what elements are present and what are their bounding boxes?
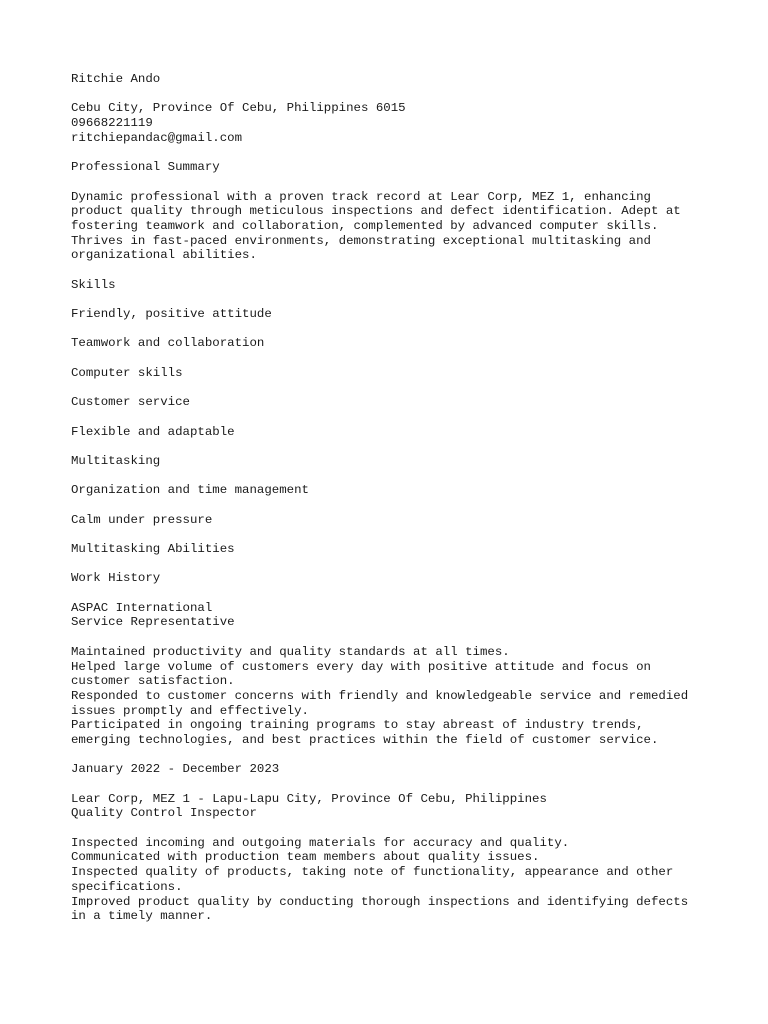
spacer xyxy=(71,351,751,366)
job-duty-line: in a timely manner. xyxy=(71,909,213,924)
spacer xyxy=(71,87,751,102)
spacer xyxy=(71,821,751,836)
spacer xyxy=(71,586,751,601)
job-duty-line: Helped large volume of customers every day with positive attitude and focus on xyxy=(71,659,651,674)
work-history-heading: Work History xyxy=(71,571,161,586)
skill-item: Friendly, positive attitude xyxy=(71,307,272,321)
spacer xyxy=(71,498,751,513)
job-title: Quality Control Inspector xyxy=(71,806,257,821)
resume-document xyxy=(71,72,751,924)
job-duty-line: emerging technologies, and best practices within the field of customer service. xyxy=(71,732,659,747)
spacer xyxy=(71,380,751,395)
skills-heading: Skills xyxy=(71,277,116,292)
skill-item: Flexible and adaptable xyxy=(71,424,235,439)
skills-list xyxy=(71,307,751,557)
skill-item: Customer service xyxy=(71,395,190,410)
spacer xyxy=(71,527,751,542)
spacer xyxy=(71,322,751,337)
contact-email: ritchiepandac@gmail.com xyxy=(71,130,243,145)
job-duty-line: specifications. xyxy=(71,879,183,894)
summary-paragraph xyxy=(71,190,751,263)
summary-line: Thrives in fast-paced environments, demonstrating exceptional multitasking and xyxy=(71,233,651,248)
spacer xyxy=(71,630,751,645)
spacer xyxy=(71,410,751,425)
job-dates: January 2022 - December 2023 xyxy=(71,762,280,777)
job-duty-line: Inspected incoming and outgoing materials for accuracy and quality. xyxy=(71,835,570,850)
summary-line: organizational abilities. xyxy=(71,248,257,263)
job-company: ASPAC International xyxy=(71,600,213,615)
job-company: Lear Corp, MEZ 1 - Lapu-Lapu City, Province Of Cebu, Philippines xyxy=(71,791,547,806)
summary-line: fostering teamwork and collaboration, complemented by advanced computer skills. xyxy=(71,218,659,233)
summary-line: Dynamic professional with a proven track record at Lear Corp, MEZ 1, enhancing xyxy=(71,189,651,204)
skill-item: Computer skills xyxy=(71,365,183,380)
job-duty-line: Participated in ongoing training programs to stay abreast of industry trends, xyxy=(71,718,644,733)
spacer xyxy=(71,439,751,454)
contact-phone: 09668221119 xyxy=(71,116,153,131)
skill-item: Organization and time management xyxy=(71,483,309,498)
job-duty-line: Maintained productivity and quality standards at all times. xyxy=(71,644,510,659)
job-title: Service Representative xyxy=(71,615,235,630)
spacer xyxy=(71,175,751,190)
summary-line: product quality through meticulous inspections and defect identification. Adept at xyxy=(71,204,681,219)
spacer xyxy=(71,557,751,572)
spacer xyxy=(71,292,751,307)
job-duty-line: Inspected quality of products, taking note of functionality, appearance and other xyxy=(71,865,674,880)
spacer xyxy=(71,263,751,278)
candidate-name: Ritchie Ando xyxy=(71,72,161,86)
job-entry xyxy=(71,601,751,777)
spacer xyxy=(71,469,751,484)
spacer xyxy=(71,777,751,792)
spacer xyxy=(71,145,751,160)
job-duty-line: Responded to customer concerns with friendly and knowledgeable service and remedied xyxy=(71,688,689,703)
spacer xyxy=(71,748,751,763)
skill-item: Multitasking xyxy=(71,453,161,468)
skill-item: Calm under pressure xyxy=(71,512,213,527)
job-duty-line: issues promptly and effectively. xyxy=(71,703,309,718)
skill-item: Teamwork and collaboration xyxy=(71,336,265,351)
job-entry xyxy=(71,792,751,924)
job-duty-line: Improved product quality by conducting thorough inspections and identifying defects xyxy=(71,894,689,909)
skill-item: Multitasking Abilities xyxy=(71,542,235,556)
contact-address: Cebu City, Province Of Cebu, Philippines 6015 xyxy=(71,101,406,116)
job-duty-line: Communicated with production team members about quality issues. xyxy=(71,850,540,865)
summary-heading: Professional Summary xyxy=(71,160,220,175)
job-duty-line: customer satisfaction. xyxy=(71,674,235,689)
